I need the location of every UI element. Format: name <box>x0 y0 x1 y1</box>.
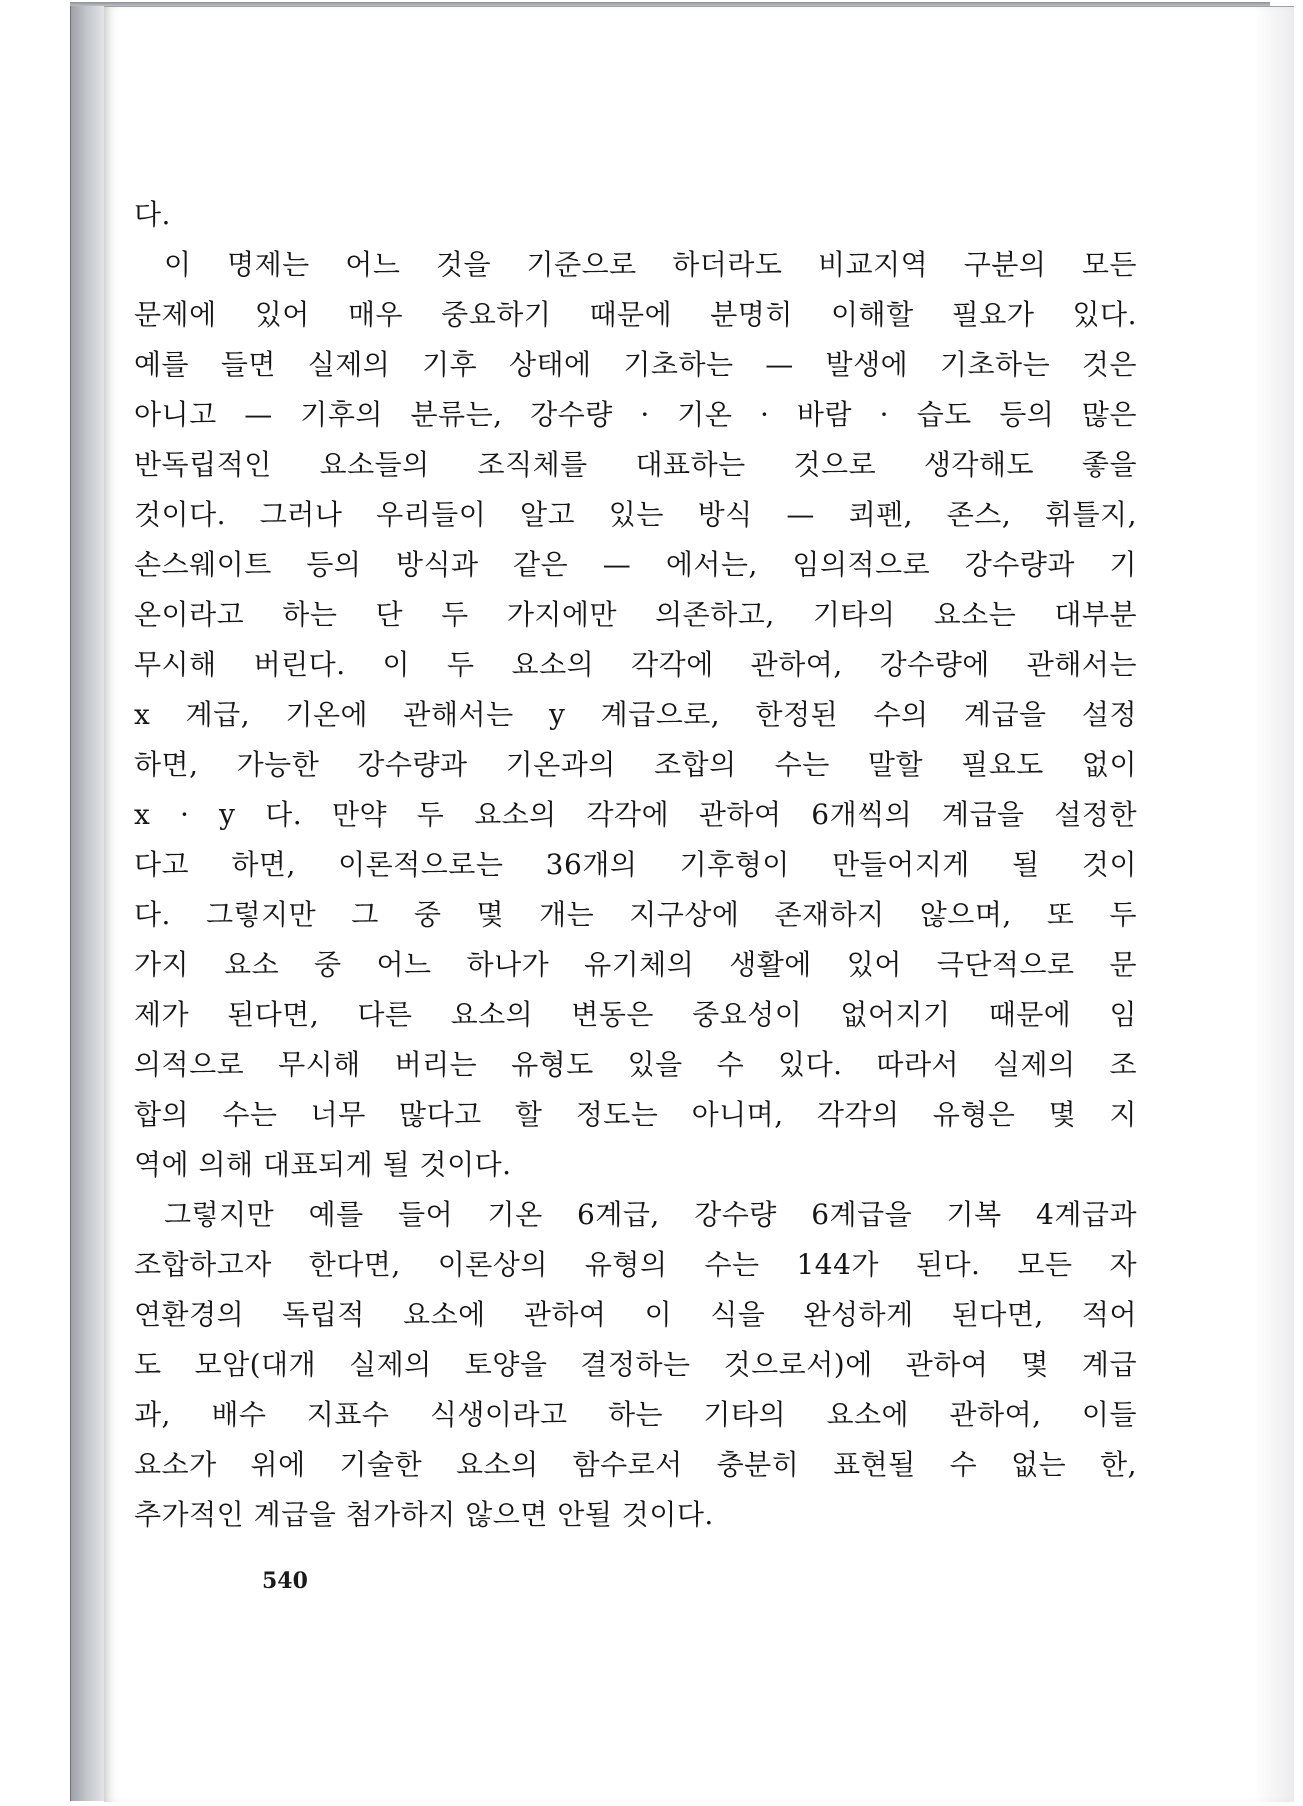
text-line: 도 모암(대개 실제의 토양을 결정하는 것으로서)에 관하여 몇 계급 <box>134 1348 1137 1381</box>
text-line: 반독립적인 요소들의 조직체를 대표하는 것으로 생각해도 좋을 <box>134 448 1137 481</box>
text-line: 연환경의 독립적 요소에 관하여 이 식을 완성하게 된다면, 적어 <box>134 1298 1137 1331</box>
text-line: x 계급, 기온에 관해서는 y 계급으로, 한정된 수의 계급을 설정 <box>134 698 1137 731</box>
paragraph-end-line: 추가적인 계급을 첨가하지 않으면 안될 것이다. <box>134 1498 714 1531</box>
page-number: 540 <box>262 1568 308 1594</box>
paragraph-start-line: 이 명제는 어느 것을 기준으로 하더라도 비교지역 구분의 모든 <box>164 248 1137 281</box>
text-line: 과, 배수 지표수 식생이라고 하는 기타의 요소에 관하여, 이들 <box>134 1398 1137 1431</box>
text-line: 다고 하면, 이론적으로는 36개의 기후형이 만들어지게 될 것이 <box>134 848 1137 881</box>
paragraph-end-line: 역에 의해 대표되게 될 것이다. <box>134 1148 512 1181</box>
text-line: x · y 다. 만약 두 요소의 각각에 관하여 6개씩의 계급을 설정한 <box>134 798 1137 831</box>
text-line: 조합하고자 한다면, 이론상의 유형의 수는 144가 된다. 모든 자 <box>134 1248 1137 1281</box>
text-line: 다. <box>134 198 171 231</box>
text-line: 예를 들면 실제의 기후 상태에 기초하는 — 발생에 기초하는 것은 <box>134 348 1137 381</box>
book-spine-edge <box>70 6 107 1801</box>
text-line: 다. 그렇지만 그 중 몇 개는 지구상에 존재하지 않으며, 또 두 <box>134 898 1137 931</box>
body-text <box>134 190 1137 1540</box>
text-line: 요소가 위에 기술한 요소의 함수로서 충분히 표현될 수 없는 한, <box>134 1448 1137 1481</box>
text-line: 하면, 가능한 강수량과 기온과의 조합의 수는 말할 필요도 없이 <box>134 748 1137 781</box>
text-line: 합의 수는 너무 많다고 할 정도는 아니며, 각각의 유형은 몇 지 <box>134 1098 1137 1131</box>
text-line: 제가 된다면, 다른 요소의 변동은 중요성이 없어지기 때문에 임 <box>134 998 1137 1031</box>
text-line: 가지 요소 중 어느 하나가 유기체의 생활에 있어 극단적으로 문 <box>134 948 1137 981</box>
text-line: 온이라고 하는 단 두 가지에만 의존하고, 기타의 요소는 대부분 <box>134 598 1137 631</box>
text-line: 손스웨이트 등의 방식과 같은 — 에서는, 임의적으로 강수량과 기 <box>134 548 1137 581</box>
text-line: 무시해 버린다. 이 두 요소의 각각에 관하여, 강수량에 관해서는 <box>134 648 1137 681</box>
text-line: 의적으로 무시해 버리는 유형도 있을 수 있다. 따라서 실제의 조 <box>134 1048 1137 1081</box>
text-line: 것이다. 그러나 우리들이 알고 있는 방식 — 쾨펜, 존스, 휘틀지, <box>134 498 1137 531</box>
paragraph-start-line: 그렇지만 예를 들어 기온 6계급, 강수량 6계급을 기복 4계급과 <box>164 1198 1137 1231</box>
page-shadow <box>1254 7 1294 1802</box>
text-line: 문제에 있어 매우 중요하기 때문에 분명히 이해할 필요가 있다. <box>134 298 1137 331</box>
text-line: 아니고 — 기후의 분류는, 강수량 · 기온 · 바람 · 습도 등의 많은 <box>134 398 1137 431</box>
